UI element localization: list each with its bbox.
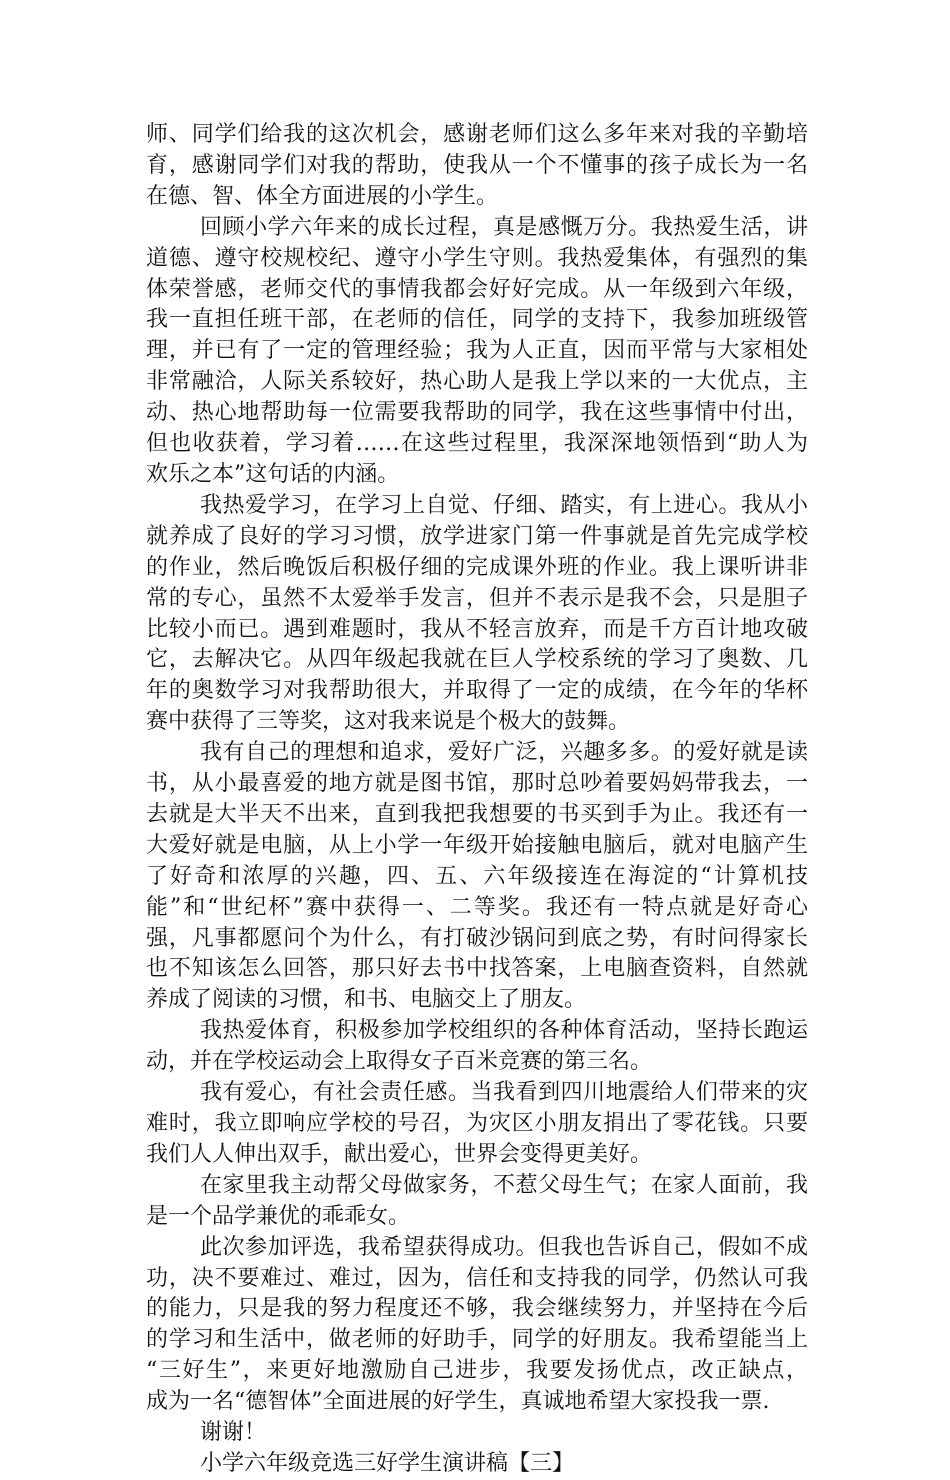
- text-line: 常的专心，虽然不太爱举手发言，但并不表示是我不会，只是胆子: [146, 585, 808, 611]
- text-line: “三好生”，来更好地激励自己进步，我要发扬优点，改正缺点，: [146, 1358, 808, 1384]
- paragraph: [146, 491, 808, 738]
- text-line: 欢乐之本”这句话的内涵。: [146, 461, 400, 487]
- text-line: 师、同学们给我的这次机会，感谢老师们这么多年来对我的辛勤培: [146, 122, 808, 147]
- paragraph: [146, 1171, 808, 1233]
- text-line: 我热爱学习，在学习上自觉、仔细、踏实，有上进心。我从小: [200, 492, 808, 518]
- text-line: 动，并在学校运动会上取得女子百米竞赛的第三名。: [146, 1049, 653, 1075]
- text-line: 年的奥数学习对我帮助很大，并取得了一定的成绩，在今年的华杯: [146, 678, 808, 704]
- paragraph: [146, 738, 808, 1016]
- text-line: 回顾小学六年来的成长过程，真是感慨万分。我热爱生活，讲: [200, 214, 808, 240]
- text-line: 了好奇和浓厚的兴趣，四、五、六年级接连在海淀的“计算机技: [146, 863, 808, 889]
- text-line: 小学六年级竞选三好学生演讲稿【三】: [200, 1450, 575, 1476]
- text-line: 的作业，然后晚饭后积极仔细的完成课外班的作业。我上课听讲非: [146, 554, 808, 580]
- text-line: 强，凡事都愿问个为什么，有打破沙锅问到底之势，有时问得家长: [146, 925, 808, 951]
- text-line: 成为一名“德智体”全面进展的好学生，真诚地希望大家投我一票.: [146, 1389, 770, 1415]
- paragraph: [146, 1233, 808, 1418]
- text-line: 但也收获着，学习着……在这些过程里，我深深地领悟到“助人为: [146, 431, 808, 457]
- text-line: 我热爱体育，积极参加学校组织的各种体育活动，坚持长跑运: [200, 1018, 808, 1044]
- text-line: 大爱好就是电脑，从上小学一年级开始接触电脑后，就对电脑产生: [146, 832, 808, 858]
- text-line: 我有自己的理想和追求，爱好广泛，兴趣多多。的爱好就是读: [200, 740, 808, 766]
- text-line: 它，去解决它。从四年级起我就在巨人学校系统的学习了奥数、几: [146, 647, 808, 673]
- text-line: 就养成了良好的学习习惯，放学进家门第一件事就是首先完成学校: [146, 523, 808, 549]
- text-line: 我一直担任班干部，在老师的信任，同学的支持下，我参加班级管: [146, 307, 808, 333]
- text-line: 谢谢！: [200, 1420, 267, 1446]
- text-line: 非常融洽，人际关系较好，热心助人是我上学以来的一大优点，主: [146, 369, 808, 395]
- text-line: 在家里我主动帮父母做家务，不惹父母生气；在家人面前，我: [200, 1172, 808, 1198]
- text-line: 书，从小最喜爱的地方就是图书馆，那时总吵着要妈妈带我去，一: [146, 771, 808, 797]
- text-line: 道德、遵守校规校纪、遵守小学生守则。我热爱集体，有强烈的集: [146, 245, 808, 271]
- paragraph: [146, 120, 808, 213]
- text-line: 也不知该怎么回答，那只好去书中找答案，上电脑查资料，自然就: [146, 956, 808, 982]
- paragraph: [146, 1449, 808, 1480]
- text-line: 去就是大半天不出来，直到我把我想要的书买到手为止。我还有一: [146, 801, 808, 827]
- text-line: 育，感谢同学们对我的帮助，使我从一个不懂事的孩子成长为一名: [146, 152, 808, 178]
- text-line: 功，决不要难过、难过，因为，信任和支持我的同学，仍然认可我: [146, 1265, 808, 1291]
- text-line: 的能力，只是我的努力程度还不够，我会继续努力，并坚持在今后: [146, 1296, 808, 1322]
- text-line: 养成了阅读的习惯，和书、电脑交上了朋友。: [146, 987, 587, 1013]
- document-body: [146, 120, 808, 1480]
- text-line: 的学习和生活中，做老师的好助手，同学的好朋友。我希望能当上: [146, 1327, 808, 1353]
- text-line: 难时，我立即响应学校的号召，为灾区小朋友捐出了零花钱。只要: [146, 1111, 808, 1136]
- text-line: 我们人人伸出双手，献出爱心，世界会变得更美好。: [146, 1141, 653, 1167]
- text-line: 动、热心地帮助每一位需要我帮助的同学，我在这些事情中付出，: [146, 400, 808, 426]
- text-line: 在德、智、体全方面进展的小学生。: [146, 183, 499, 209]
- paragraph: [146, 1016, 808, 1078]
- text-line: 此次参加评选，我希望获得成功。但我也告诉自己，假如不成: [200, 1234, 808, 1260]
- text-line: 能”和“世纪杯”赛中获得一、二等奖。我还有一特点就是好奇心: [146, 894, 808, 920]
- text-line: 我有爱心，有社会责任感。当我看到四川地震给人们带来的灾: [200, 1080, 808, 1106]
- text-line: 赛中获得了三等奖，这对我来说是个极大的鼓舞。: [146, 709, 631, 735]
- text-line: 体荣誉感，老师交代的事情我都会好好完成。从一年级到六年级，: [146, 276, 808, 302]
- text-line: 是一个品学兼优的乖乖女。: [146, 1203, 411, 1229]
- paragraph: [146, 213, 808, 491]
- paragraph: [146, 1418, 808, 1449]
- text-line: 比较小而已。遇到难题时，我从不轻言放弃，而是千方百计地攻破: [146, 616, 808, 642]
- paragraph: [146, 1078, 808, 1171]
- text-line: 理，并已有了一定的管理经验；我为人正直，因而平常与大家相处: [146, 338, 808, 364]
